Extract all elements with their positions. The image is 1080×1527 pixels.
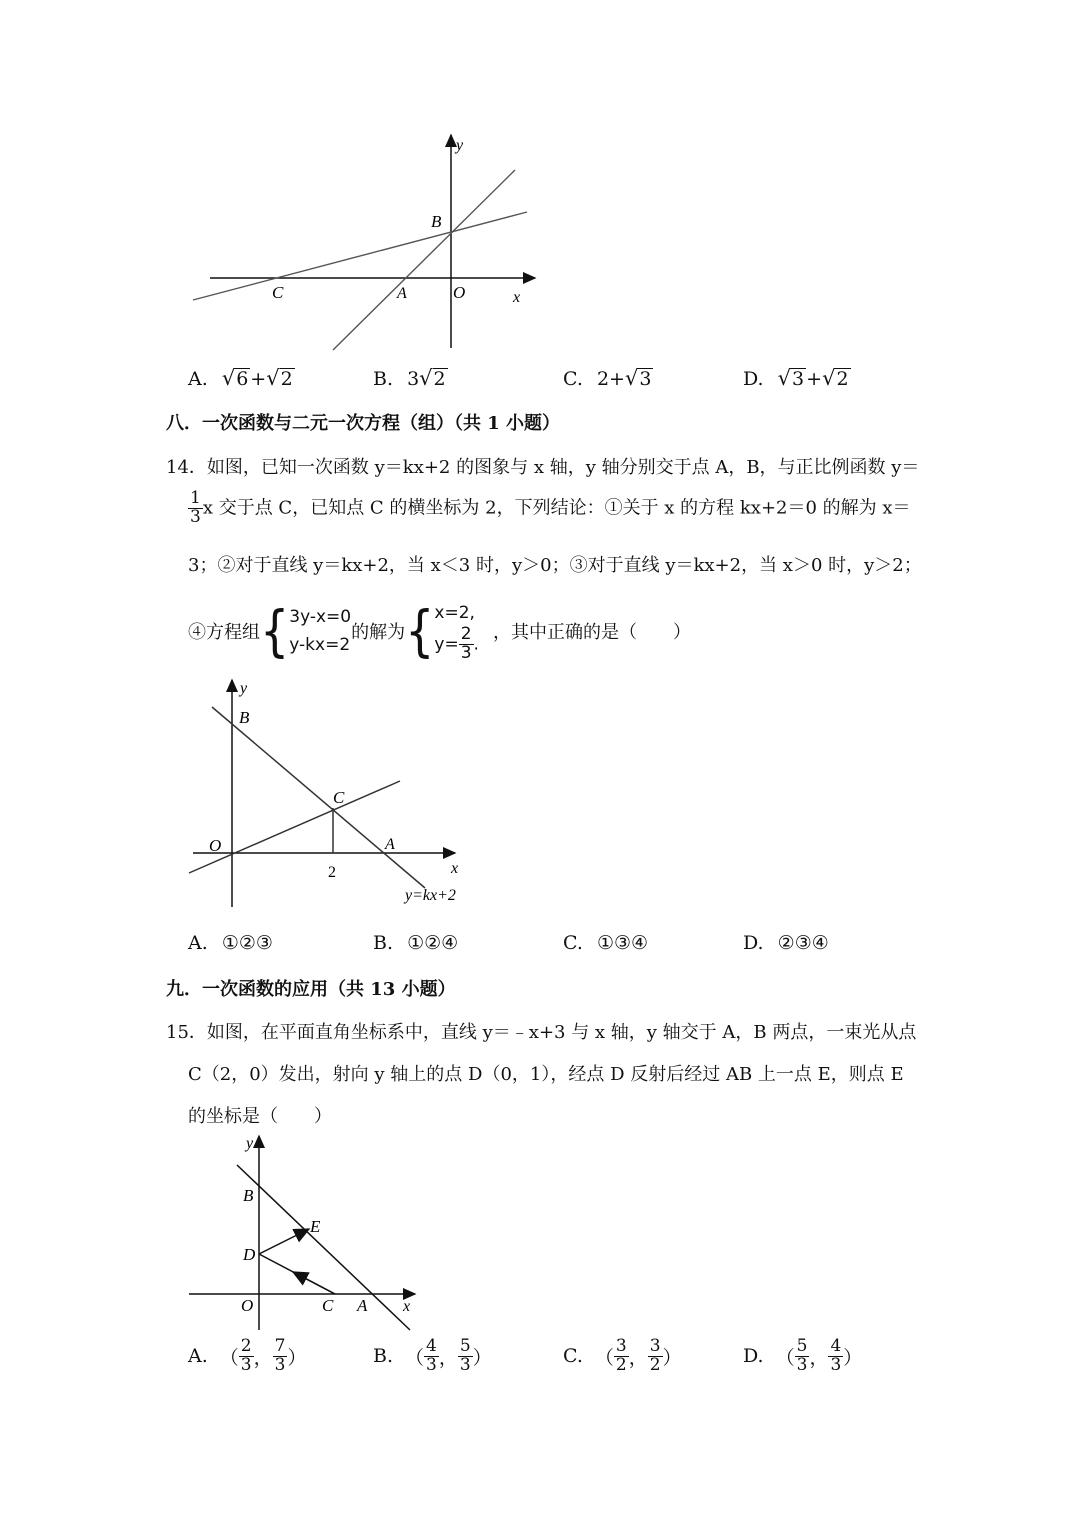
label-c: C [333, 788, 345, 807]
q14-option-c[interactable]: C. ①③④ [563, 932, 649, 954]
ray-d-to-e [259, 1229, 309, 1254]
label-e: E [310, 1217, 321, 1236]
q15-option-d[interactable]: D. （ $\frac{5}{3}$ ， $\frac{4}{3}$ ） [743, 1336, 863, 1375]
label-y: y [246, 1135, 254, 1152]
q14-line-3: 3；②对于直线 y＝kx+2，当 x＜3 时，y＞0；③对于直线 y＝kx+2，当 x＞0 时，y＞2； [188, 555, 922, 576]
q14-line-1: 14．如图，已知一次函数 y＝kx+2 的图象与 x 轴，y 轴分别交于点 A，B，与正比例函数 y＝ [166, 457, 920, 478]
q14-option-d[interactable]: D. ②③④ [743, 932, 829, 954]
label-y: y [456, 137, 464, 154]
label-x: x [513, 289, 521, 306]
ray-c-to-d-arrow [293, 1272, 335, 1294]
q13-option-c[interactable]: C. 2+√3 [563, 366, 652, 390]
label-a: A [357, 1296, 368, 1315]
q15-figure [185, 1130, 425, 1335]
label-y: y [240, 680, 248, 697]
label-o: O [241, 1296, 254, 1315]
left-brace-system: { [260, 598, 290, 664]
q13-option-a[interactable]: A. √6 +√2 [188, 366, 293, 390]
line-equation-label: y=kx+2 [405, 887, 456, 904]
q14-line-2: $\frac{1}{3}$ x 交于点 C，已知点 C 的横坐标为 2，下列结论：①关于 x 的方程 kx+2＝0 的解为 x＝ [190, 488, 911, 527]
label-x: x [403, 1298, 411, 1315]
solution-system: x=2, y= $\frac{2}{3}$ . [434, 602, 479, 663]
q15-option-a[interactable]: A. （ $\frac{2}{3}$ ， $\frac{7}{3}$ ） [188, 1336, 307, 1375]
q14-option-a[interactable]: A. ①②③ [188, 932, 273, 954]
label-x: x [451, 860, 459, 877]
line-bc [193, 212, 527, 300]
line-y-kx-2 [212, 707, 425, 888]
label-c: C [272, 283, 284, 302]
q15-option-b[interactable]: B. （ $\frac{4}{3}$ ， $\frac{5}{3}$ ） [373, 1336, 492, 1375]
q13-figure [185, 130, 545, 355]
label-d: D [243, 1245, 256, 1264]
q14-option-b[interactable]: B. ①②④ [373, 932, 459, 954]
label-a: A [385, 836, 395, 853]
fraction-one-third: $\frac{1}{3}$ [190, 488, 201, 527]
label-c: C [322, 1296, 334, 1315]
line-ab [333, 170, 515, 350]
q15-option-c[interactable]: C. （ $\frac{3}{2}$ ， $\frac{3}{2}$ ） [563, 1336, 682, 1375]
tick-2: 2 [328, 864, 336, 881]
label-b: B [431, 212, 442, 231]
section-9-title: 九．一次函数的应用（共 13 小题） [166, 979, 456, 1000]
q13-option-d[interactable]: D. √3 +√2 [743, 366, 849, 390]
label-o: O [209, 836, 222, 855]
left-brace-solution: { [405, 598, 435, 664]
q14-figure [185, 675, 485, 910]
line-y-third-x [189, 781, 400, 873]
equation-system: 3y-x=0 y-kx=2 [289, 607, 352, 655]
q15-line-3: 的坐标是（ ） [188, 1106, 332, 1127]
label-a: A [397, 285, 407, 302]
q15-line-2: C（2，0）发出，射向 y 轴上的点 D（0，1），经点 D 反射后经过 AB 上一点 E，则点 E [188, 1064, 904, 1085]
label-o: O [453, 283, 466, 302]
q14-line-4: ④方程组 { 3y-x=0 y-kx=2 的解为 { x=2, y= $\frac{2}{3}$ . ，其中正确的是（ ） [188, 598, 691, 664]
label-b: B [239, 708, 250, 727]
label-b: B [243, 1186, 254, 1205]
q15-line-1: 15．如图，在平面直角坐标系中，直线 y＝﹣x+3 与 x 轴，y 轴交于 A，B 两点，一束光从点 [166, 1022, 917, 1043]
section-8-title: 八．一次函数与二元一次方程（组）（共 1 小题） [166, 413, 561, 434]
q13-option-b[interactable]: B. 3√2 [373, 366, 446, 390]
